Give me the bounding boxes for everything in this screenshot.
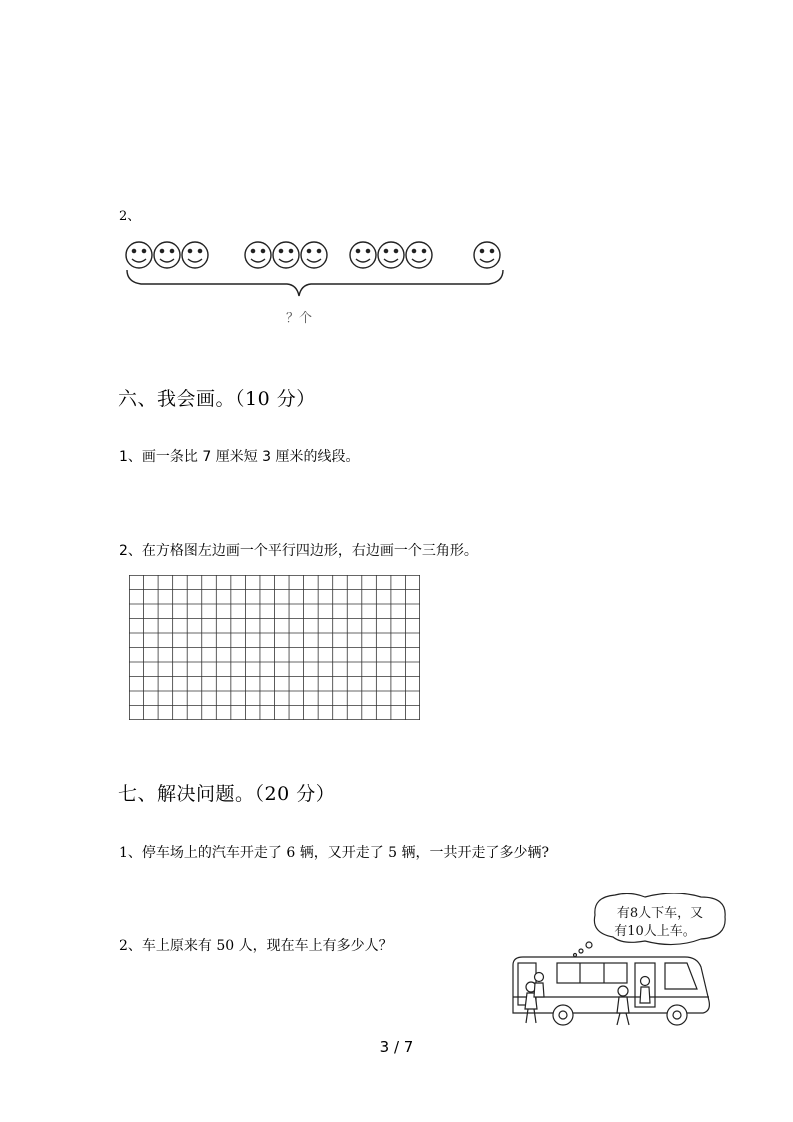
person-icon bbox=[617, 986, 629, 1025]
figure-question-number: 2、 bbox=[119, 209, 141, 224]
page-number: 3 / 7 bbox=[379, 1038, 414, 1056]
section-7-question-2: 2、车上原来有 50 人，现在车上有多少人？ bbox=[119, 938, 393, 954]
smiley-face-icon bbox=[301, 242, 327, 268]
section-6-question-2: 2、在方格图左边画一个平行四边形，右边画一个三角形。 bbox=[119, 543, 478, 559]
smiley-face-icon bbox=[245, 242, 271, 268]
section-7-question-1: 1、停车场上的汽车开走了 6 辆，又开走了 5 辆，一共开走了多少辆? bbox=[119, 845, 550, 861]
smiley-face-icon bbox=[350, 242, 376, 268]
bubble-line-2: 有10人上车。 bbox=[614, 924, 696, 939]
bubble-line-1: 有8人下车，又 bbox=[616, 906, 704, 921]
section-6-title: 六、我会画。（10 分） bbox=[118, 388, 316, 410]
square-grid bbox=[129, 575, 420, 720]
smiley-group-figure bbox=[119, 232, 514, 335]
smiley-face-icon bbox=[378, 242, 404, 268]
smiley-face-icon bbox=[273, 242, 299, 268]
section-6-question-1: 1、画一条比 7 厘米短 3 厘米的线段。 bbox=[119, 449, 360, 465]
smiley-face-icon bbox=[406, 242, 432, 268]
smiley-face-icon bbox=[182, 242, 208, 268]
person-icon bbox=[534, 973, 544, 998]
bus-illustration bbox=[505, 893, 730, 1033]
curly-brace bbox=[127, 270, 503, 296]
smiley-face-icon bbox=[474, 242, 500, 268]
question-count-label: ？个 bbox=[285, 311, 313, 326]
smiley-face-icon bbox=[126, 242, 152, 268]
smiley-face-icon bbox=[154, 242, 180, 268]
section-7-title: 七、解决问题。（20 分） bbox=[118, 783, 336, 805]
person-icon bbox=[640, 977, 650, 1004]
